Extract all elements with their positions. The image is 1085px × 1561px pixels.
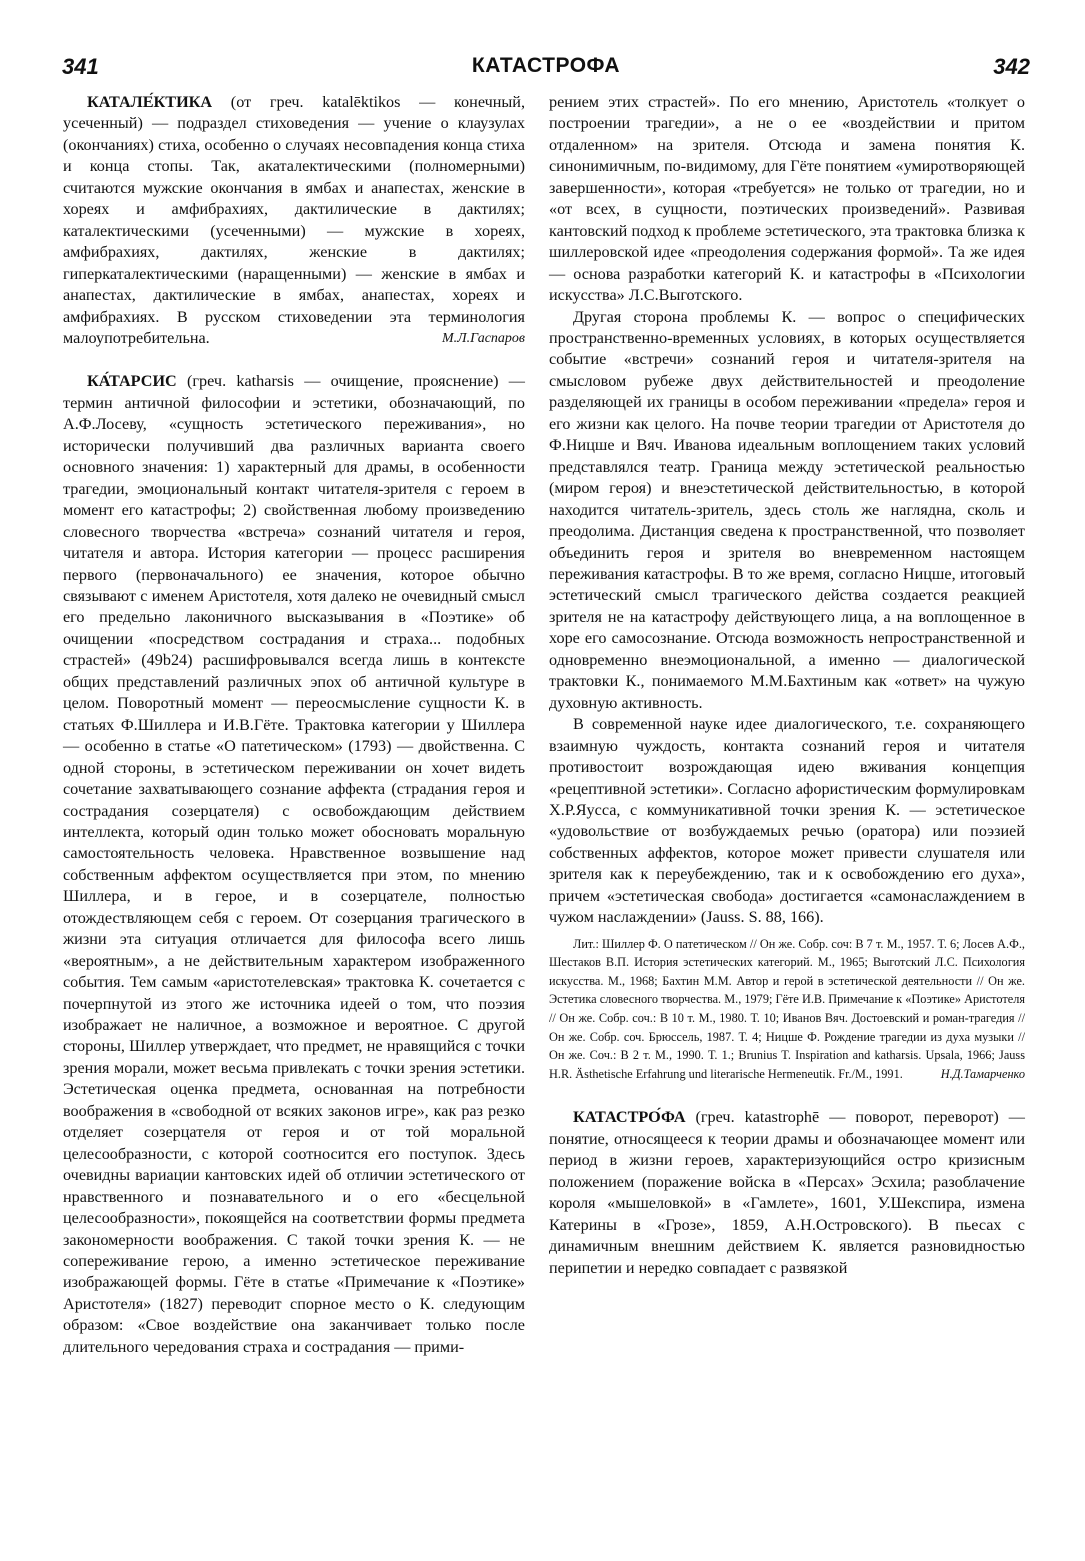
entry-katalektika	[63, 92, 525, 349]
entry-paragraph: В современной науке идее диалогического, т.е. сохраняющего взаимную чуждость, контакта сознаний героя и читателя противостоит возрождающая идею вживания концепция «рецептивной эстетики». Согласно афористическим формулировкам Х.Р.Яусса, с коммуникативной точки зрения К. — эстетическое «удовольствие от возбуждаемых речью (оратора) или поэзией собственных аффектов, которое может привести слушателя или зрителя как к переубеждению, так и к освобождению его духа», причем «эстетическая свобода» достигается «самонаслаждением в чужом наслаждении» (Jauss. S. 88, 166).	[549, 715, 1025, 927]
entry-paragraph	[549, 1107, 1025, 1279]
entry-headword: КАТАЛЕ́КТИКА	[87, 93, 213, 111]
entry-paragraph	[63, 92, 525, 349]
entry-paragraph: Другая сторона проблемы К. — вопрос о специфических пространственно-временных условиях, в которых осуществляется событие «встречи» сознаний героя и читателя-зрителя на смысловом рубеже двух действительностей и преодоление разделяющей их границы в особом переживании «предела» героя и его жизни как целого. На почве теории трагедии от Аристотеля до Ф.Ницше и Вяч. Иванова идеальным воплощением таких условий представлялся театр. Граница между эстетической реальностью (миром героя) и внеэстетической действительностью, в которой находится читатель-зритель, здесь столь же наглядна, сколь и преодолима. Дистанция сведена к пространственной, что позволяет объединить героя и зрителя во вневременном настоящем переживания катастрофы. В то же время, согласно Ницше, итоговый эстетический смысл трагического действа создается реакцией зрителя не на катастрофу действующего лица, а на воплощенное в хоре его самосознание. Отсюда возможность непространственной и одновременно внеэмоциональной, а именно — диалогической трактовки К., понимаемого М.М.Бахтиным как «ответ» на чужую духовную активность.	[549, 307, 1025, 712]
left-column	[63, 92, 525, 1358]
right-column	[549, 92, 1025, 1279]
running-title: КАТАСТРОФА	[471, 54, 621, 77]
literature-author: Н.Д.Тамарченко	[940, 1066, 1025, 1081]
entry-text: (греч. katharsis — очищение, прояснение) — термин античной философии и эстетики, обозначающий, по А.Ф.Лосеву, «сущность эстетического переживания», но исторически получивший два различных варианта своего основного значения: 1) характерный для драмы, в особенности трагедии, эмоциональный контакт читателя-зрителя с героем в момент его катастрофы; 2) свойственная любому произведению словесного творчества «встреча» сознаний читателя и героя, читателя и автора. История категории — процесс расширения первого (первоначального) ее значения, которое обычно связывают с именем Аристотеля, хотя далеко не очевидный смысл его предельно лаконичного высказывания в «Поэтике» об очищении «посредством сострадания и страха... подобных страстей» (49b24) расшифровывался всегда лишь в контексте общих представлений различных эпох об античной культуре в целом. Поворотный момент — переосмысление сущности К. в статьях Ф.Шиллера и И.В.Гёте. Трактовка категории у Шиллера — особенно в статье «О патетическом» (1793) — двойственна. С одной стороны, в эстетическом переживании он хочет видеть сочетание захватывающего сознание аффекта (страдания героя и сострадания созерцателя) с освобождающим действием интеллекта, который один только может обосновать моральную самостоятельность человека. Нравственное возвышение над собственным аффектом осуществляется при этом, по мнению Шиллера, и в герое, и в созерцателе, полностью отождествляющем себя с героем. От созерцания трагического в жизни эта ситуация отличается для философа всего лишь «вероятным», а не действительным характером изображенного события. Тем самым «аристотелевская» трактовка К. сочетается с почерпнутой из этого же источника идеей о том, что поэзия изображает не наличное, а возможное и вероятное. С другой стороны, Шиллер утверждает, что предмет, не нравящийся с точки зрения морали, может весьма привлекать с точки зрения эстетики. Эстетическая оценка предмета, основанная на потребности воображения в «свободной от всяких законов игре», как раз резко отделяет созерцателя от героя и от той моральной целесообразности, с которой соотносится его поступок. Здесь очевидны вариации кантовских идей об отличии эстетического от нравственного и познавательного и о его «бесцельной целесообразности», покоящейся на соответствии формы предмета закономерности воображения. С такой точки зрения К. — не сопереживание герою, а именно эстетическое переживание изображающей формы. Гёте в статье «Примечание к «Поэтике» Аристотеля» (1827) переводит спорное место о К. следующим образом: «Свое воздействие она заканчивает только после длительного чередования страха и сострадания — прими-	[63, 372, 525, 1356]
left-page-number: 341	[62, 54, 99, 79]
page-header	[62, 54, 1030, 86]
entry-text: (греч. katastrophē — поворот, переворот) — понятие, относящееся к теории драмы и обозначающее момент или период в жизни героев, характеризующийся остро кризисным положением (поражение войска в «Персах» Эсхила; разоблачение короля «мышеловкой» в «Гамлете», 1601, У.Шекспира, измена Катерины в «Грозе», 1859, А.Н.Островского). В пьесах с динамичным внешним действием К. является разновидностью перипетии и нередко совпадает с развязкой	[549, 1108, 1025, 1277]
entry-continuation: рением этих страстей». По его мнению, Аристотель «толкует о построении трагедии», а не о ее «воздействии и притом отдаленном» на зрителя. Отсюда и замена понятия К. синонимичным, по-видимому, для Гёте понятием «умиротворяющей завершенности», которая «требуется» не только от трагедии, но и «от всех, в сущности, поэтических произведений». Развивая кантовский подход к проблеме эстетического, эта трактовка близка к шиллеровской идее «преодоления содержания формой». Та же идея — основа разработки категорий К. и катастрофы в «Психологии искусства» Л.С.Выготского.	[549, 93, 1025, 305]
entry-katastrofa	[549, 1107, 1025, 1279]
entry-headword: КАТАСТРО́ФА	[573, 1108, 686, 1127]
entry-author: М.Л.Гаспаров	[441, 330, 525, 346]
entry-text: (от греч. katalēktikos — конечный, усеченный) — подраздел стиховедения — учение о клаузулах (окончаниях) стиха, особенно о случаях несовпадения конца стиха и конца стопы. Так, акаталектическими (полномерными) считаются мужские окончания в ямбах и анапестах, женские в хореях и амфибрахиях, дактилические в дактилях; каталектическими (усеченными) — мужские в хореях, амфибрахиях, дактилях, женские в дактилях; гиперкаталектическими (наращенными) — женские в ямбах и анапестах, дактилические в ямбах, анапестах, хореях и амфибрахиях. В русском стиховедении эта терминология малоупотребительна.	[63, 93, 525, 347]
literature-text: Лит.: Шиллер Ф. О патетическом // Он же. Собр. соч: В 7 т. М., 1957. Т. 6; Лосев А.Ф., Шестаков В.П. История эстетических категорий. М., 1965; Выготский Л.С. Психология искусства. М., 1968; Бахтин М.М. Автор и герой в эстетической деятельности // Он же. Эстетика словесного творчества. М., 1979; Гёте И.В. Примечание к «Поэтике» Аристотеля // Он же. Собр. соч.: В 10 т. М., 1980. Т. 10; Иванов Вяч. Достоевский и роман-трагедия // Он же. Собр. соч. Брюссель, 1987. Т. 4; Ницше Ф. Рождение трагедии из духа музыки // Он же. Соч.: В 2 т. М., 1990. Т. 1.; Brunius T. Inspiration and katharsis. Upsala, 1966; Jauss H.R. Ästhetische Erfahrung und literarische Hermeneutik. Fr./M., 1991.	[549, 936, 1025, 1081]
right-page-number: 342	[993, 54, 1030, 79]
entry-paragraph	[63, 371, 525, 1358]
entry-separator	[549, 1083, 1025, 1107]
literature-list	[549, 935, 1025, 1084]
entry-katarsis	[63, 371, 525, 1358]
entry-headword: КА́ТАРСИС	[87, 372, 177, 391]
